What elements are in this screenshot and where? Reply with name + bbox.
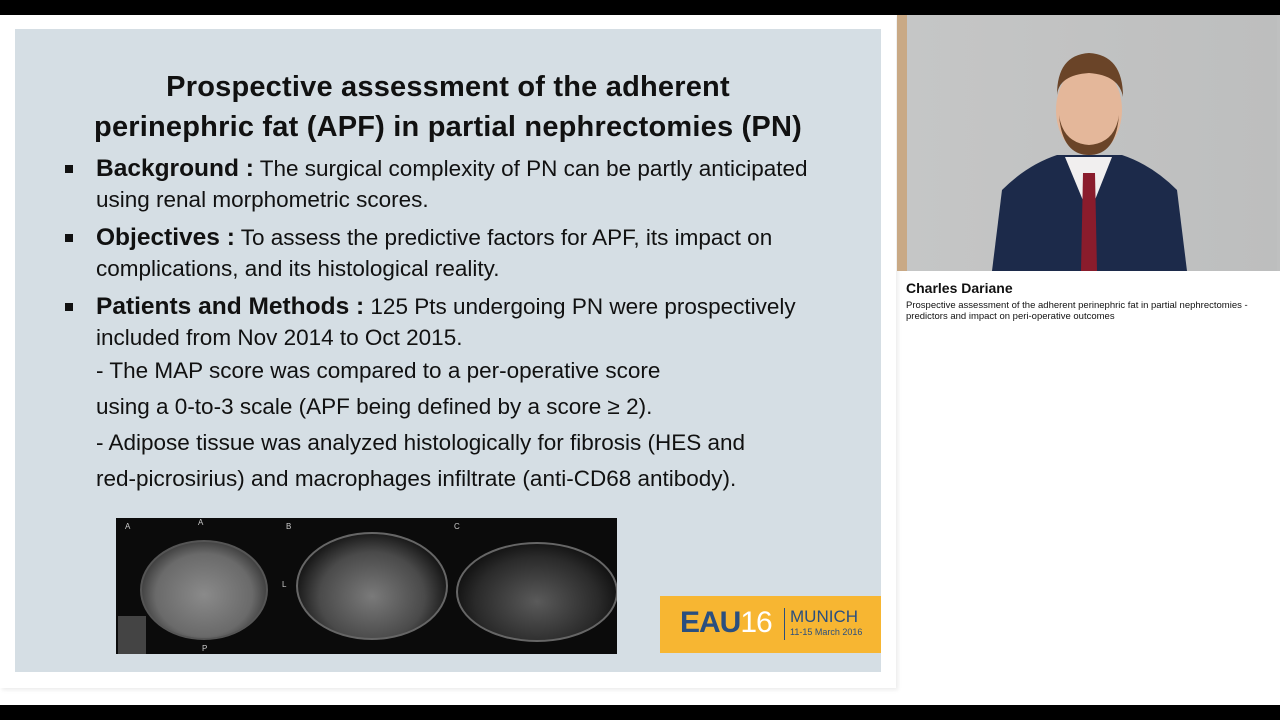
ct-label: L <box>282 580 287 589</box>
title-line-1: Prospective assessment of the adherent <box>166 71 730 103</box>
ct-label: P <box>202 644 208 653</box>
logo-city: MUNICH <box>790 607 858 626</box>
bullet-patients-methods <box>63 291 863 353</box>
presentation-player <box>0 15 1280 705</box>
ct-label: C <box>454 522 460 531</box>
ct-label: A <box>125 522 131 531</box>
slide <box>15 29 881 672</box>
logo-dates: 11-15 March 2016 <box>790 627 863 637</box>
bullet-square-icon <box>65 234 73 242</box>
slide-frame <box>0 15 896 688</box>
bullet-list <box>63 153 863 497</box>
speaker-name: Charles Dariane <box>906 280 1013 296</box>
bullet-text: The surgical complexity of PN can be partly anticipated using renal morphometric scores. <box>96 156 808 212</box>
bullet-background <box>63 153 863 215</box>
logo-eau-text <box>680 606 772 640</box>
bullet-square-icon <box>65 303 73 311</box>
bullet-heading: Patients and Methods : <box>96 293 365 320</box>
logo-divider <box>784 608 785 640</box>
ct-scan-a <box>140 540 268 640</box>
bullet-square-icon <box>65 165 73 173</box>
sub-item: red-picrosirius) and macrophages infiltrate (anti-CD68 antibody). <box>96 466 737 491</box>
bullet-text: To assess the predictive factors for APF, its impact on complications, and its histological reality. <box>96 225 773 281</box>
ct-thumbnail <box>118 616 146 654</box>
ct-label: B <box>286 522 292 531</box>
logo-eau: EAU <box>680 606 741 639</box>
ct-scan-b <box>296 532 448 640</box>
speaker-silhouette-icon <box>897 15 1280 271</box>
ct-label: A <box>198 518 204 527</box>
slide-title <box>15 67 881 147</box>
speaker-video <box>897 15 1280 271</box>
sub-item: - Adipose tissue was analyzed histologically for fibrosis (HES and <box>96 430 746 455</box>
eau16-logo <box>660 596 881 653</box>
ct-scan-images <box>116 518 617 654</box>
ct-scan-c <box>456 542 617 642</box>
logo-year: 16 <box>740 606 772 639</box>
bullet-heading: Objectives : <box>96 224 235 251</box>
sub-item: - The MAP score was compared to a per-operative score <box>96 358 661 383</box>
bullet-objectives <box>63 222 863 284</box>
title-line-2: perinephric fat (APF) in partial nephrectomies (PN) <box>94 111 802 143</box>
sub-item: using a 0-to-3 scale (APF being defined by a score ≥ 2). <box>96 394 653 419</box>
bullet-heading: Background : <box>96 155 254 182</box>
speaker-description: Prospective assessment of the adherent perinephric fat in partial nephrectomies - predictors and impact on peri-operative outcomes <box>906 300 1248 322</box>
bullet-text: 125 Pts undergoing PN were prospectively included from Nov 2014 to Oct 2015. <box>96 294 796 350</box>
